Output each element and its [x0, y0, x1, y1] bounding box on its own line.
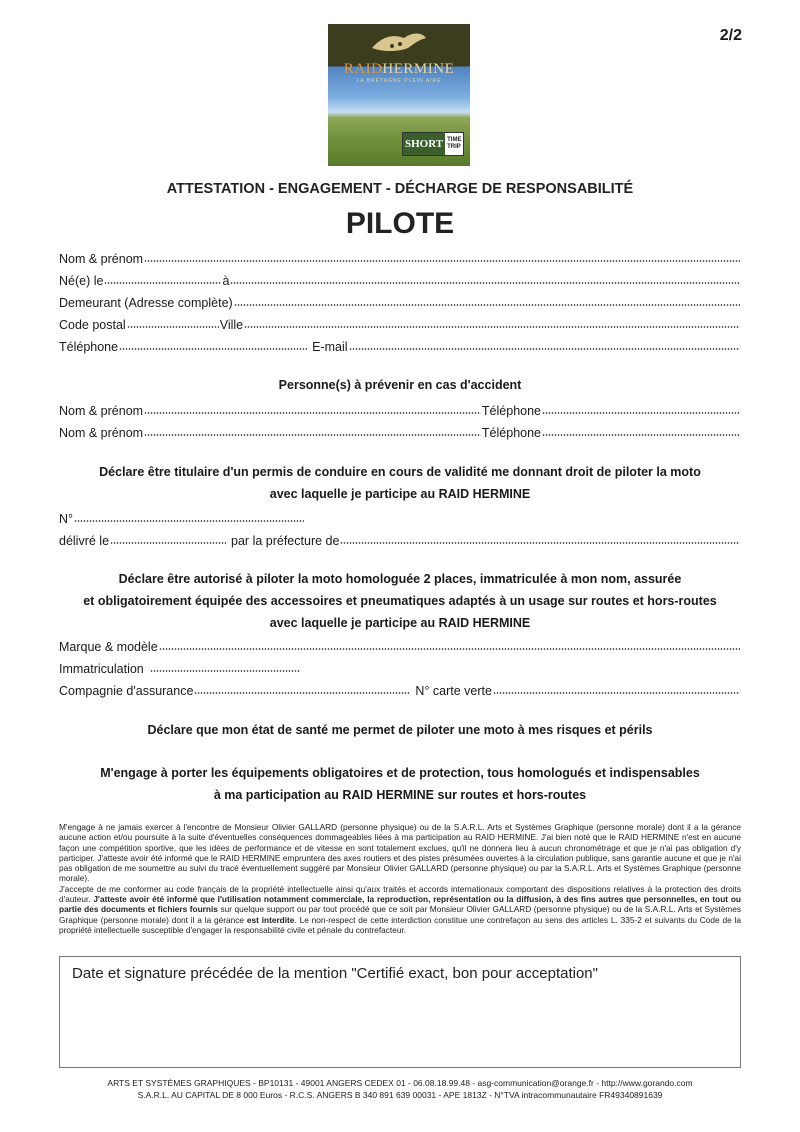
- legal-fine-print: M'engage à ne jamais exercer à l'encontre de Monsieur Olivier GALLARD (personne physique) ou de la S.A.R.L. Arts et Systèmes Graphique (personne morale) dont il a la gérance aucune action et/ou poursuite à la suite d'éventuelles conséquences dommageables liées à ma participation au RAID HERMINE. J'ai bien noté que le RAID HERMINE n'est en aucune façon une compétition sportive, que les idées de performance et de vitesse en sont totalement exclues, qu'il ne donnera lieu à aucun chronométrage et que je n'ai pas obligation d'y participer. J'atteste avoir été informé que le RAID HERMINE empruntera des axes routiers et des pistes présumées ouvertes à la circulation publique, sans garantie aucune et que je n'ai pas obligation de me soumettre au suivi du tracé éventuellement suggéré par Monsieur Olivier GALLARD (personne physique) ou par la S.A.R.L. Arts et Systèmes Graphique (personne morale). J'accepte de me conformer au code français de la propriété intellectuelle ainsi qu'aux traités et accords internationaux comportant des dispositions relatives à la protection des droits d'auteur. J'atteste avoir été informé que l'utilisation notamment commerciale, la reproduction, représentation ou la diffusion, à des fins autres que personnelles, en tout ou partie des documents et fichiers fournis sur quelque support ou par tout procédé que ce soit par Monsieur Olivier GALLARD (personne physique) ou de la S.A.R.L. Arts et Systèmes Graphique (personne morale) dont il a la gérance est interdite. Le non-respect de cette interdiction constitue une contrefaçon au sens des articles L. 335-2 et suivants du Code de la propriété intellectuelle susceptible d'engager la responsabilité civile et pénale du contrefacteur.: [59, 822, 742, 935]
- license-declaration: Déclare être titulaire d'un permis de conduire en cours de validité me donnant droit de piloter la moto avec laquelle je participe au RAID HERMINE: [99, 465, 701, 501]
- health-declaration: Déclare que mon état de santé me permet de piloter une moto à mes risques et périls: [147, 723, 653, 737]
- registration-field[interactable]: Immatriculation: [59, 656, 741, 676]
- name-field[interactable]: Nom & prénom: [59, 246, 741, 266]
- document-heading: PILOTE: [345, 207, 455, 240]
- equipment-declaration: M'engage à porter les équipements obligatoires et de protection, tous homologués et indispensables à ma participation au RAID HERMINE sur routes et hors-routes: [100, 766, 700, 802]
- emergency-contact-1[interactable]: Nom & prénom Téléphone: [59, 398, 741, 418]
- logo-brand: RAIDHERMINE: [343, 61, 455, 77]
- insurance-field[interactable]: Compagnie d'assurance N° carte verte: [59, 678, 741, 698]
- license-number-field[interactable]: N°: [59, 506, 741, 526]
- emergency-heading: Personne(s) à prévenir en cas d'accident: [278, 378, 522, 392]
- postal-city-field[interactable]: Code postal Ville: [59, 312, 741, 332]
- footer: ARTS ET SYSTÈMES GRAPHIQUES - BP10131 - 49001 ANGERS CEDEX 01 - 06.08.18.99.48 - asg-communication@orange.fr - http://www.gorando.com S.A.R.L. AU CAPITAL DE 8 000 Euros - R.C.S. ANGERS B 340 891 639 00031 - APE 1813Z - N°TVA intracommunautaire FR49340891639: [107, 1078, 693, 1100]
- logo-tagline: LA BRETAGNE PLEIN AIRE: [356, 78, 442, 84]
- signature-box[interactable]: [59, 956, 741, 1068]
- page-number: 2/2: [719, 27, 742, 44]
- vehicle-declaration: Déclare être autorisé à piloter la moto homologuée 2 places, immatriculée à mon nom, assurée et obligatoirement équipée des accessoires et pneumatiques adaptés à un usage sur routes et hors-routes avec laquelle je participe au RAID HERMINE: [83, 572, 717, 630]
- birth-field[interactable]: Né(e) le à: [59, 268, 741, 288]
- make-model-field[interactable]: Marque & modèle: [59, 634, 741, 654]
- signature-label: Date et signature précédée de la mention "Certifié exact, bon pour acceptation": [72, 965, 598, 982]
- emergency-contact-2[interactable]: Nom & prénom Téléphone: [59, 420, 741, 440]
- license-issue-field[interactable]: délivré le par la préfecture de: [59, 528, 741, 548]
- document-title: ATTESTATION - ENGAGEMENT - DÉCHARGE DE RESPONSABILITÉ: [166, 181, 634, 197]
- raid-hermine-logo: [328, 24, 470, 166]
- short-time-trip-badge: SHORT TIME TRIP: [402, 132, 464, 156]
- ermine-emblem-icon: [368, 28, 430, 58]
- address-field[interactable]: Demeurant (Adresse complète): [59, 290, 741, 310]
- phone-email-field[interactable]: Téléphone E-mail: [59, 334, 741, 354]
